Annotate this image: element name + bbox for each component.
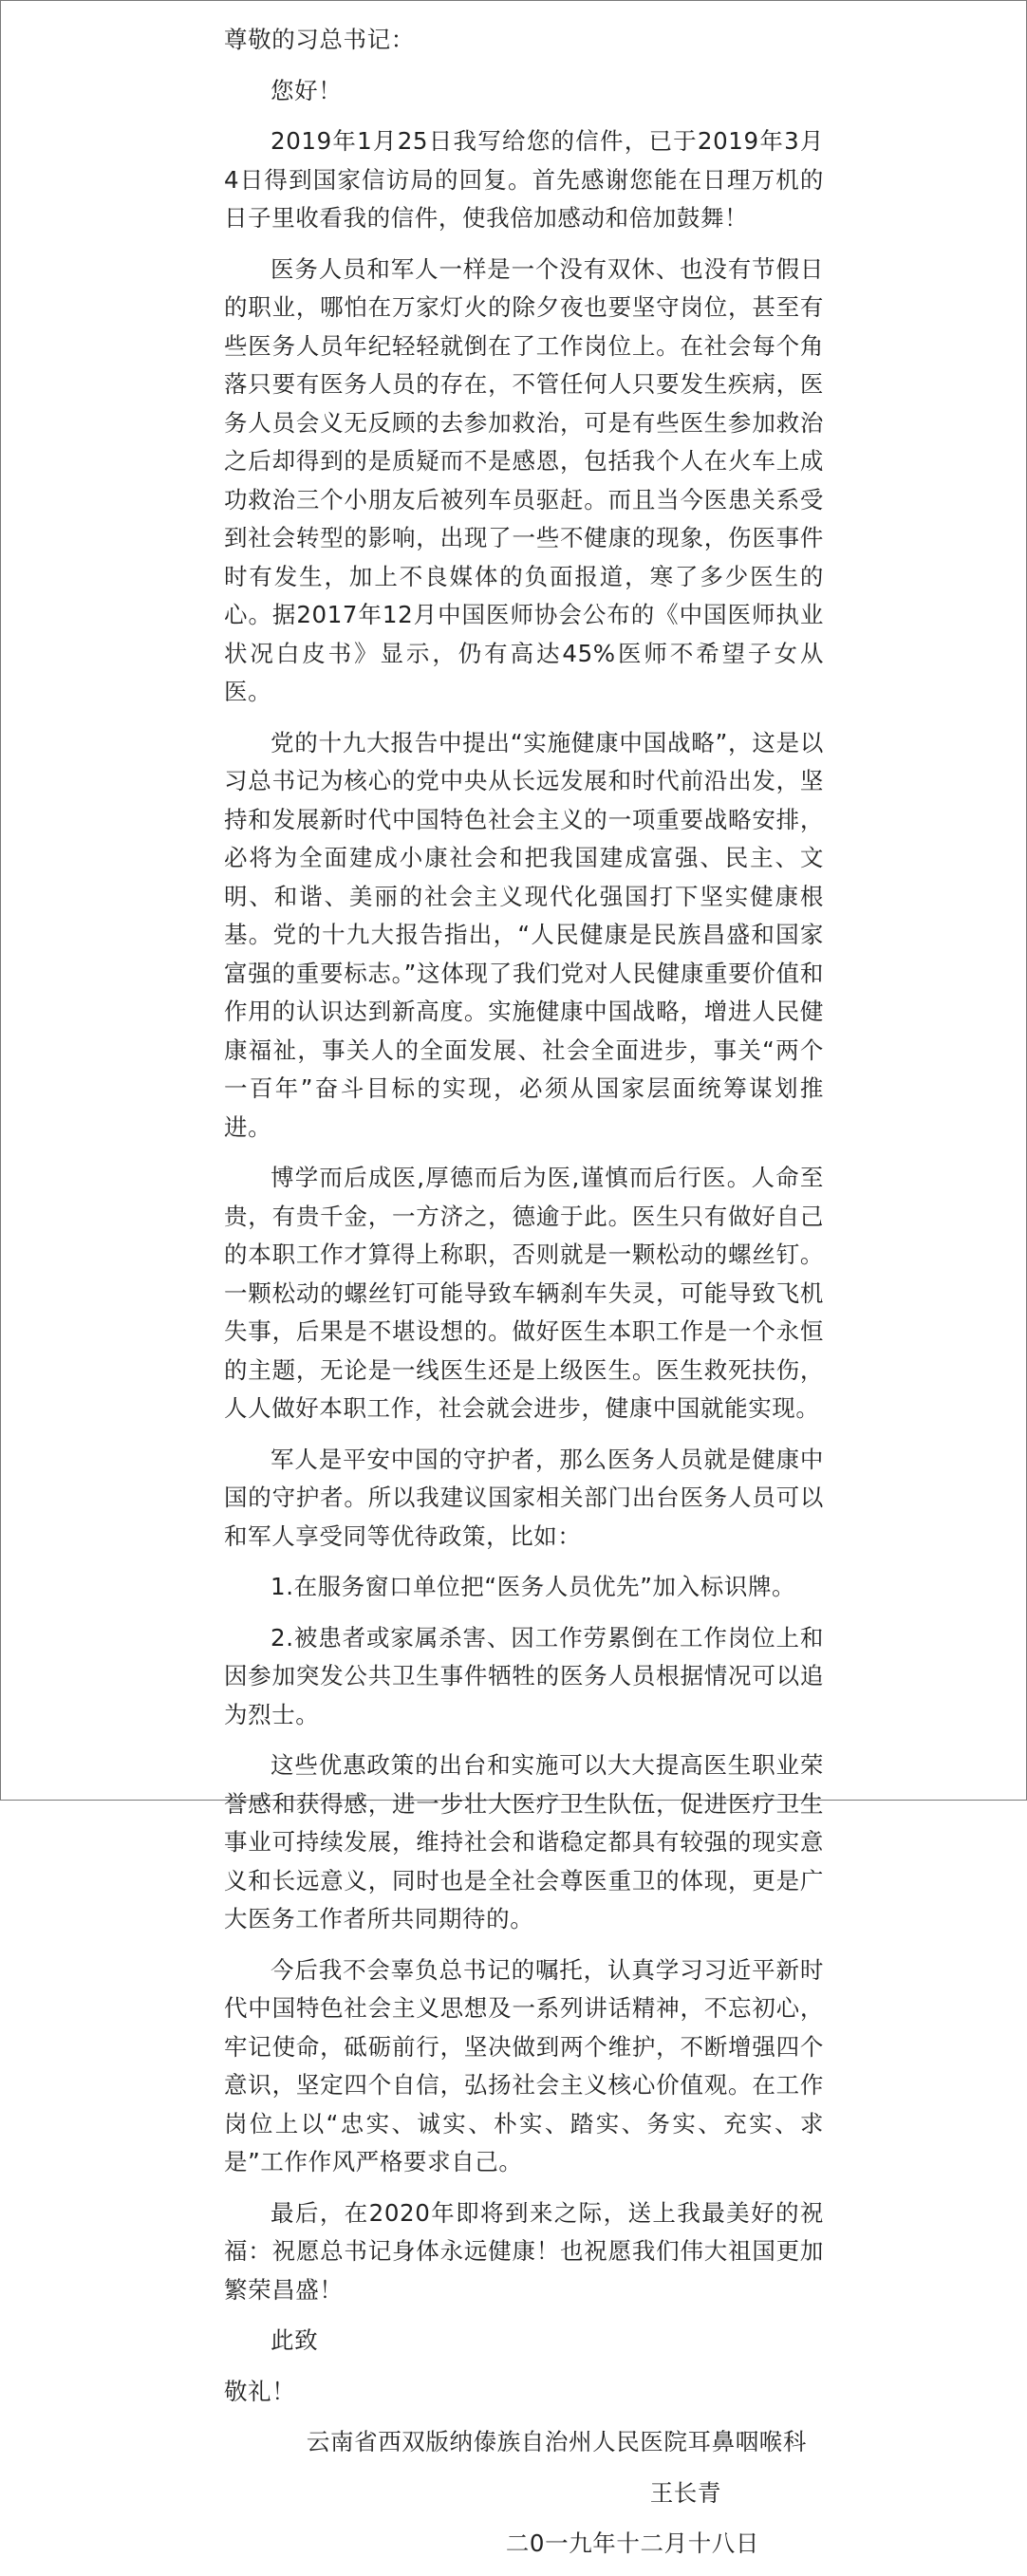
paragraph-proposal-intro: 军人是平安中国的守护者，那么医务人员就是健康中国的守护者。所以我建议国家相关部门出台医务人员可以和军人享受同等优待政策，比如：: [224, 1445, 824, 1550]
paragraph-medical-ethics: 博学而后成医,厚德而后为医,谨慎而后行医。人命至贵，有贵千金，一方济之，德逾于此。医生只有做好自己的本职工作才算得上称职，否则就是一颗松动的螺丝钉。一颗松动的螺丝钉可能导致车辆刹车失灵，可能导致飞机失事，后果是不堪设想的。做好医生本职工作是一个永恒的主题，无论是一线医生还是上级医生。医生救死扶伤，人人做好本职工作，社会就会进步，健康中国就能实现。: [224, 1164, 824, 1422]
signature-name: 王长青: [649, 2478, 721, 2507]
letter-body: [224, 21, 824, 2576]
paragraph-healthy-china-strategy: 党的十九大报告中提出“实施健康中国战略”，这是以习总书记为核心的党中央从长远发展和时代前沿出发，坚持和发展新时代中国特色社会主义的一项重要战略安排，必将为全面建成小康社会和把我国建成富强、民主、文明、和谐、美丽的社会主义现代化强国打下坚实健康根基。党的十九大报告指出，“人民健康是民族昌盛和国家富强的重要标志。”这体现了我们党对人民健康重要价值和作用的认识达到新高度。实施健康中国战略，增进人民健康福祉，事关人的全面发展、社会全面进步，事关“两个一百年”奋斗目标的实现，必须从国家层面统筹谋划推进。: [224, 728, 824, 1141]
letter-closing: 此致: [271, 2326, 319, 2354]
paragraph-new-year-wishes: 最后，在2020年即将到来之际，送上我最美好的祝福：祝愿总书记身体永远健康！也祝愿我们伟大祖国更加繁荣昌盛！: [224, 2198, 824, 2304]
paragraph-medical-staff-sacrifice: 医务人员和军人一样是一个没有双休、也没有节假日的职业，哪怕在万家灯火的除夕夜也要坚守岗位，甚至有些医务人员年纪轻轻就倒在了工作岗位上。在社会每个角落只要有医务人员的存在，不管任何人只要发生疾病，医务人员会义无反顾的去参加救治，可是有些医生参加救治之后却得到的是质疑而不是感恩，包括我个人在火车上成功救治三个小朋友后被列车员驱赶。而且当今医患关系受到社会转型的影响，出现了一些不健康的现象，伤医事件时有发生，加上不良媒体的负面报道，寒了多少医生的心。据2017年12月中国医师协会公布的《中国医师执业状况白皮书》显示，仍有高达45%医师不希望子女从医。: [224, 254, 824, 705]
signature-organization: 云南省西双版纳傣族自治州人民医院耳鼻咽喉科: [306, 2428, 807, 2455]
proposal-item-1: 1.在服务窗口单位把“医务人员优先”加入标识牌。: [271, 1573, 796, 1600]
paragraph-policy-significance: 这些优惠政策的出台和实施可以大大提高医生职业荣誉感和获得感，进一步壮大医疗卫生队伍，促进医疗卫生事业可持续发展，维持社会和谐稳定都具有较强的现实意义和长远意义，同时也是全社会尊医重卫的体现，更是广大医务工作者所共同期待的。: [224, 1751, 824, 1932]
paragraph-reply-received: 2019年1月25日我写给您的信件，已于2019年3月4日得到国家信访局的回复。首先感谢您能在日理万机的日子里收看我的信件，使我倍加感动和倍加鼓舞！: [224, 127, 824, 232]
letter-respect: 敬礼！: [224, 2377, 296, 2405]
letter-salutation: 尊敬的习总书记：: [224, 26, 415, 53]
letter-greeting: 您好！: [271, 76, 343, 104]
proposal-item-2: 2.被患者或家属杀害、因工作劳累倒在工作岗位上和因参加突发公共卫生事件牺牲的医务人员根据情况可以追为烈士。: [224, 1623, 824, 1728]
signature-date: 二0一九年十二月十八日: [505, 2529, 759, 2557]
paragraph-personal-commitment: 今后我不会辜负总书记的嘱托，认真学习习近平新时代中国特色社会主义思想及一系列讲话精神，不忘初心，牢记使命，砥砺前行，坚决做到两个维护，不断增强四个意识，坚定四个自信，弘扬社会主义核心价值观。在工作岗位上以“忠实、诚实、朴实、踏实、务实、充实、求是”工作作风严格要求自己。: [224, 1955, 824, 2175]
